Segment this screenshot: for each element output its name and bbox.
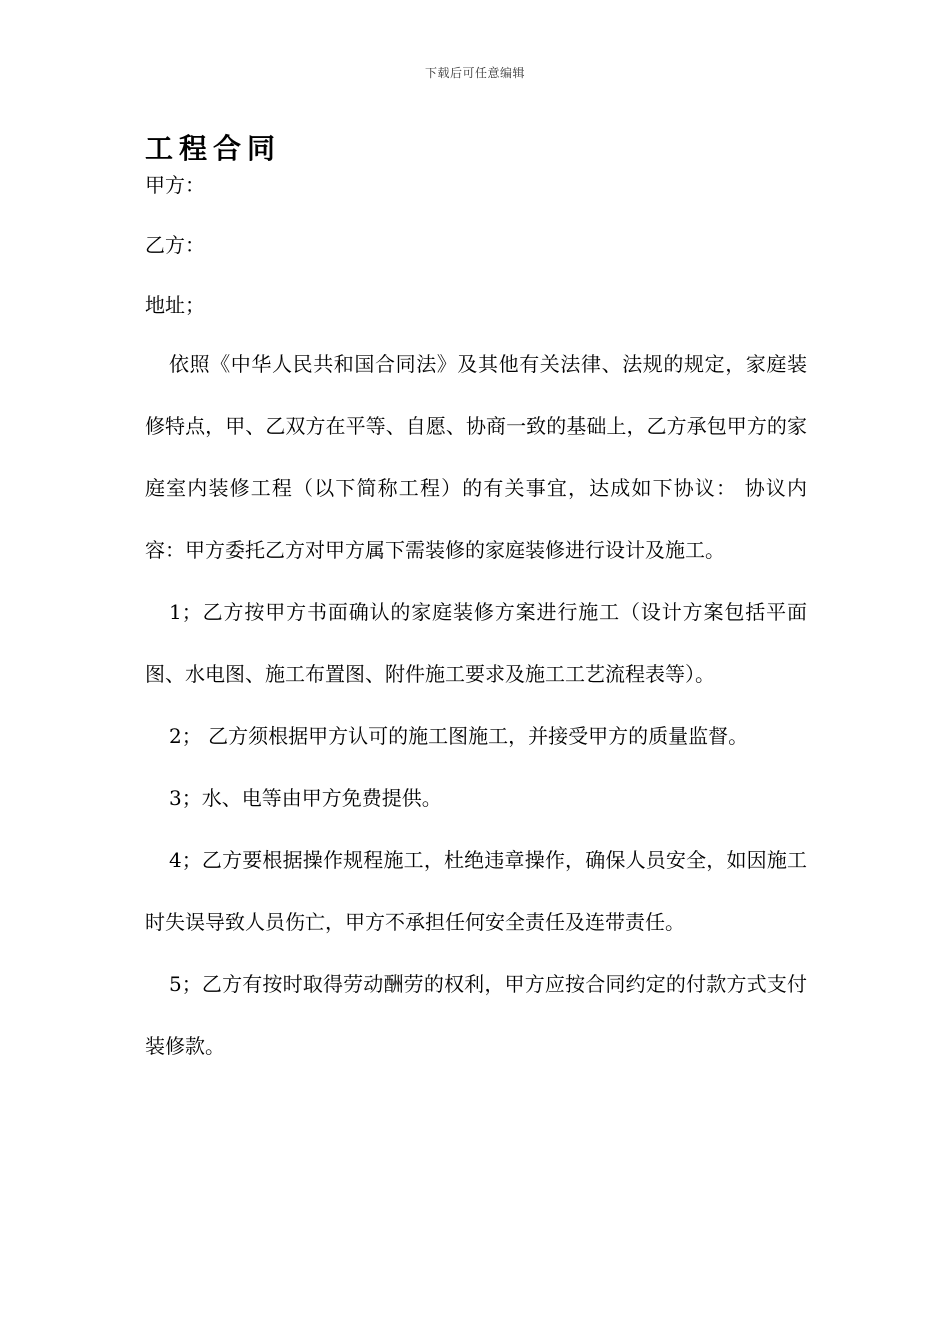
clause-3: 3；水、电等由甲方免费提供。 [169,786,442,810]
header-note: 下载后可任意编辑 [424,66,525,80]
document-body [145,128,807,1077]
address-label: 地址； [145,293,205,317]
party-a-label: 甲方： [145,173,205,197]
clause-5: 5；乙方有按时取得劳动酬劳的权利，甲方应按合同约定的付款方式支付装修款。 [145,972,807,1058]
clause-4: 4；乙方要根据操作规程施工，杜绝违章操作，确保人员安全，如因施工时失误导致人员伤亡，甲方不承担任何安全责任及连带责任。 [145,848,807,934]
party-b-label: 乙方： [145,233,205,257]
document-title: 工程合同 [145,132,282,165]
clause-2: 2； 乙方须根据甲方认可的施工图施工，并接受甲方的质量监督。 [169,724,749,748]
intro-paragraph: 依照《中华人民共和国合同法》及其他有关法律、法规的规定，家庭装修特点，甲、乙双方在平等、自愿、协商一致的基础上，乙方承包甲方的家庭室内装修工程（以下简称工程）的有关事宜，达成如下协议： 协议内容：甲方委托乙方对甲方属下需装修的家庭装修进行设计及施工。 [145,352,807,562]
clause-1: 1；乙方按甲方书面确认的家庭装修方案进行施工（设计方案包括平面图、水电图、施工布置图、附件施工要求及施工工艺流程表等）。 [145,600,807,686]
